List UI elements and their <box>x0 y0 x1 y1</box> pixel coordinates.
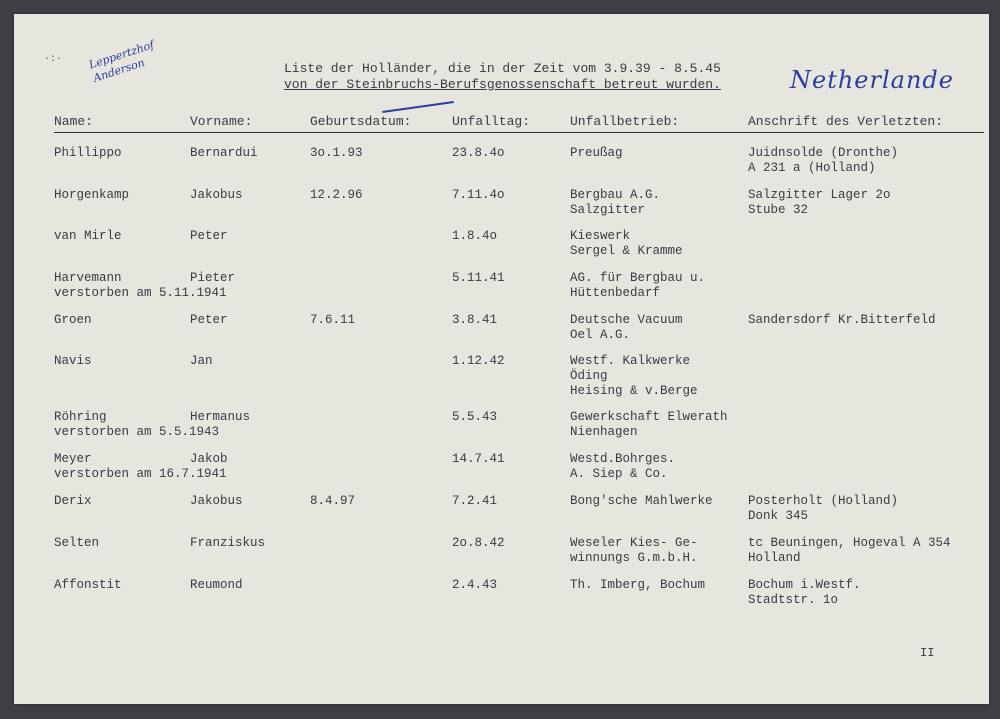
cell-first-name: Reumond <box>190 578 243 592</box>
cell-accident-date: 7.11.4o <box>452 188 505 202</box>
header-address: Anschrift des Verletzten: <box>748 114 944 129</box>
cell-address: Bochum i.Westf. Stadtstr. 1o <box>748 578 861 607</box>
cell-company: Preußag <box>570 146 623 160</box>
cell-first-name: Pieter <box>190 271 236 285</box>
cell-company: Weseler Kies- Ge- winnungs G.m.b.H. <box>570 536 698 565</box>
cell-accident-date: 5.5.43 <box>452 410 498 424</box>
cell-birth-date: 8.4.97 <box>310 494 356 508</box>
cell-first-name: Jakobus <box>190 494 243 508</box>
header-first-name: Vorname: <box>190 114 253 129</box>
cell-first-name: Jakob <box>190 452 228 466</box>
cell-accident-date: 7.2.41 <box>452 494 498 508</box>
title-line-2: von der Steinbruchs-Berufsgenossenschaft betreut wurden. <box>284 77 721 92</box>
cell-company: Kieswerk Sergel & Kramme <box>570 229 683 258</box>
header-birth-date: Geburtsdatum: <box>310 114 412 129</box>
cell-birth-date: 12.2.96 <box>310 188 363 202</box>
cell-company: AG. für Bergbau u. Hüttenbedarf <box>570 271 706 300</box>
header-name: Name: <box>54 114 94 129</box>
cell-company: Westd.Bohrges. A. Siep & Co. <box>570 452 676 481</box>
document-title <box>284 61 721 93</box>
cell-first-name: Jakobus <box>190 188 243 202</box>
cell-company: Th. Imberg, Bochum <box>570 578 706 592</box>
page-number: II <box>920 646 935 660</box>
cell-first-name: Franziskus <box>190 536 266 550</box>
cell-name: Affonstit <box>54 578 122 592</box>
cell-name: Selten <box>54 536 100 550</box>
cell-company: Bergbau A.G. Salzgitter <box>570 188 661 217</box>
cell-birth-date: 3o.1.93 <box>310 146 363 160</box>
cell-company: Westf. Kalkwerke Öding Heising & v.Berge <box>570 354 698 398</box>
cell-accident-date: 1.8.4o <box>452 229 498 243</box>
cell-first-name: Peter <box>190 229 228 243</box>
cell-first-name: Hermanus <box>190 410 251 424</box>
cell-first-name: Bernardui <box>190 146 258 160</box>
cell-name: Harvemann verstorben am 5.11.1941 <box>54 271 227 300</box>
cell-name: Phillippo <box>54 146 122 160</box>
title-line-1: Liste der Holländer, die in der Zeit vom 3.9.39 - 8.5.45 <box>284 61 721 76</box>
cell-name: Meyer verstorben am 16.7.1941 <box>54 452 227 481</box>
cell-name: van Mirle <box>54 229 122 243</box>
cell-address: tc Beuningen, Hogeval A 354 Holland <box>748 536 951 565</box>
cell-accident-date: 1.12.42 <box>452 354 505 368</box>
cell-name: Groen <box>54 313 92 327</box>
pen-stroke <box>382 101 454 113</box>
cell-accident-date: 2.4.43 <box>452 578 498 592</box>
cell-accident-date: 23.8.4o <box>452 146 505 160</box>
header-accident-date: Unfalltag: <box>452 114 531 129</box>
cell-company: Gewerkschaft Elwerath Nienhagen <box>570 410 728 439</box>
cell-name: Röhring verstorben am 5.5.1943 <box>54 410 220 439</box>
cell-name: Horgenkamp <box>54 188 130 202</box>
document-sheet <box>14 14 989 704</box>
cell-company: Bong'sche Mahlwerke <box>570 494 713 508</box>
header-rule <box>54 132 984 133</box>
cell-birth-date: 7.6.11 <box>310 313 356 327</box>
cell-address: Posterholt (Holland) Donk 345 <box>748 494 899 523</box>
cell-address: Juidnsolde (Dronthe) A 231 a (Holland) <box>748 146 899 175</box>
cell-accident-date: 2o.8.42 <box>452 536 505 550</box>
cell-first-name: Peter <box>190 313 228 327</box>
cell-accident-date: 3.8.41 <box>452 313 498 327</box>
handwritten-note-left: Leppertzhof Anderson <box>87 38 156 85</box>
cell-company: Deutsche Vacuum Oel A.G. <box>570 313 683 342</box>
cell-address: Sandersdorf Kr.Bitterfeld <box>748 313 936 327</box>
cell-name: Derix <box>54 494 92 508</box>
cell-accident-date: 14.7.41 <box>452 452 505 466</box>
cell-accident-date: 5.11.41 <box>452 271 505 285</box>
cell-name: Navis <box>54 354 92 368</box>
handwritten-note-right: Netherlande <box>790 66 954 94</box>
cell-address: Salzgitter Lager 2o Stube 32 <box>748 188 891 217</box>
header-company: Unfallbetrieb: <box>570 114 680 129</box>
punch-marks: ·:· <box>44 54 63 65</box>
cell-first-name: Jan <box>190 354 213 368</box>
